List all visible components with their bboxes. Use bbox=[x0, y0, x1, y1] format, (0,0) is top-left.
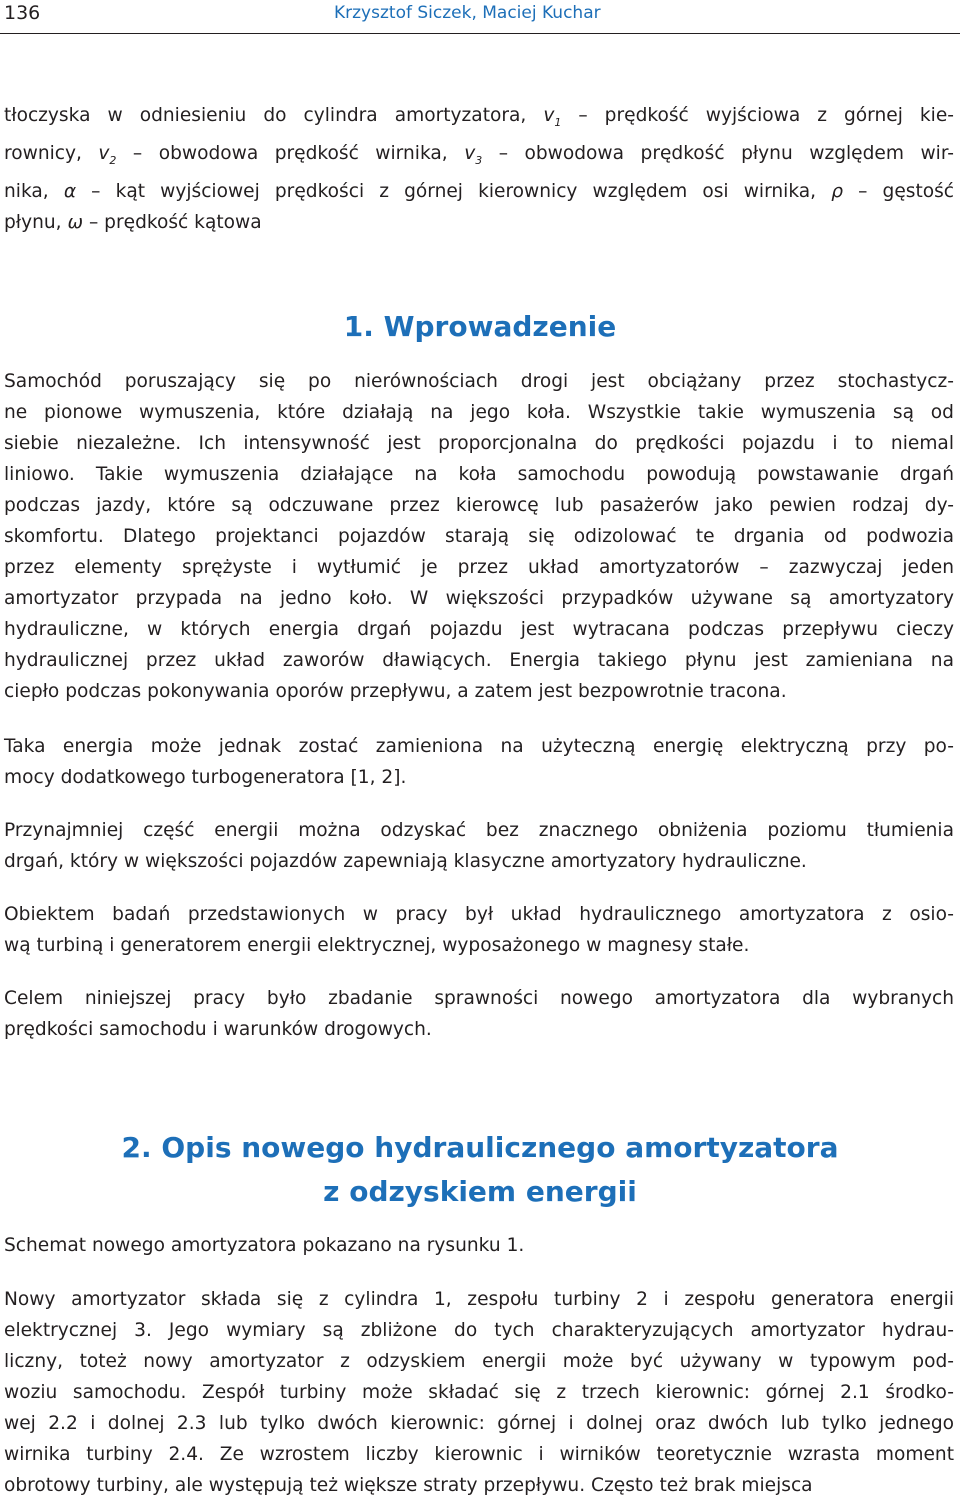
page-number: 136 bbox=[4, 2, 41, 24]
section-1-paragraph-2 bbox=[4, 731, 954, 793]
text-line: liczny, toteż nowy amortyzator z odzyskiem energii może być używany w typowym pod- bbox=[4, 1351, 954, 1372]
text-line: Schemat nowego amortyzatora pokazano na rysunku 1. bbox=[4, 1235, 525, 1256]
subscript: 3 bbox=[475, 154, 483, 167]
text-line: Obiektem badań przedstawionych w pracy był układ hydraulicznego amortyzatora z osio- bbox=[4, 904, 954, 925]
text-segment: – kąt wyjściowej prędkości z górnej kierownicy względem osi wirnika, bbox=[76, 181, 832, 202]
text-line: Nowy amortyzator składa się z cylindra 1, zespołu turbiny 2 i zespołu generatora energii bbox=[4, 1289, 954, 1310]
symbol: v bbox=[464, 143, 476, 164]
text-line: drgań, który w większości pojazdów zapewniają klasyczne amortyzatory hydrauliczne. bbox=[4, 851, 807, 872]
text-segment: płynu, bbox=[4, 212, 68, 233]
text-line: hydrauliczne, w których energia drgań pojazdu jest wytracana podczas przepływu cieczy bbox=[4, 619, 954, 640]
text-line: wą turbiną i generatorem energii elektrycznej, wyposażonego w magnesy stałe. bbox=[4, 935, 750, 956]
text-line: hydraulicznej przez układ zaworów dławiących. Energia takiego płynu jest zamieniana na bbox=[4, 650, 954, 671]
symbol: ρ bbox=[831, 181, 844, 202]
section-2-heading bbox=[0, 1126, 960, 1214]
text-line: Celem niniejszej pracy było zbadanie sprawności nowego amortyzatora dla wybranych bbox=[4, 988, 954, 1009]
text-line: podczas jazdy, które są odczuwane przez kierowcę lub pasażerów jako pewien rodzaj dy- bbox=[4, 495, 954, 516]
text-segment: – prędkość kątowa bbox=[83, 212, 262, 233]
text-line: Przynajmniej część energii można odzyskać bez znacznego obniżenia poziomu tłumienia bbox=[4, 820, 954, 841]
text-segment: – gęstość bbox=[843, 181, 955, 202]
text-line: mocy dodatkowego turbogeneratora [1, 2]. bbox=[4, 767, 407, 788]
text-line: Taka energia może jednak zostać zamieniona na użyteczną energię elektryczną przy po- bbox=[4, 736, 954, 757]
text-line: liniowo. Takie wymuszenia działające na koła samochodu powodują powstawanie drgań bbox=[4, 464, 954, 485]
text-line: prędkości samochodu i warunków drogowych. bbox=[4, 1019, 432, 1040]
text-segment: tłoczyska w odniesieniu do cylindra amortyzatora, bbox=[4, 105, 544, 126]
text-line: siebie niezależne. Ich intensywność jest proporcjonalna do prędkości pojazdu i to niemal bbox=[4, 433, 954, 454]
symbol: v bbox=[98, 143, 110, 164]
text-line: Samochód poruszający się po nierównościach drogi jest obciążany przez stochastycz- bbox=[4, 371, 954, 392]
section-2-heading-line-1: 2. Opis nowego hydraulicznego amortyzatora bbox=[121, 1131, 839, 1164]
symbol: v bbox=[543, 105, 555, 126]
text-line: obrotowy turbiny, ale występują też większe straty przepływu. Często też brak miejsca bbox=[4, 1475, 813, 1496]
subscript: 2 bbox=[109, 154, 117, 167]
text-segment: rownicy, bbox=[4, 143, 99, 164]
section-2-paragraph-1 bbox=[4, 1230, 954, 1261]
text-line: ciepło podczas pokonywania oporów przepływu, a zatem jest bezpowrotnie tracona. bbox=[4, 681, 787, 702]
text-segment: – obwodowa prędkość wirnika, bbox=[116, 143, 465, 164]
text-segment: – obwodowa prędkość płynu względem wir- bbox=[482, 143, 954, 164]
symbol: ω bbox=[67, 212, 84, 233]
section-1-paragraph-5 bbox=[4, 983, 954, 1045]
section-1-paragraph-3 bbox=[4, 815, 954, 877]
text-line: skomfortu. Dlatego projektanci pojazdów starają się odizolować te drgania od podwozia bbox=[4, 526, 954, 547]
section-1-paragraph-1 bbox=[4, 366, 954, 707]
page-header bbox=[0, 0, 960, 30]
section-1-paragraph-4 bbox=[4, 899, 954, 961]
text-line: elektrycznej 3. Jego wymiary są zbliżone do tych charakteryzujących amortyzator hydrau- bbox=[4, 1320, 954, 1341]
header-rule bbox=[0, 33, 960, 34]
text-line bbox=[4, 100, 954, 138]
text-line: amortyzator przypada na jedno koło. W większości przypadków używane są amortyzatory bbox=[4, 588, 954, 609]
subscript: 1 bbox=[554, 116, 562, 129]
text-line bbox=[4, 176, 954, 207]
text-line: woziu samochodu. Zespół turbiny może składać się z trzech kierownic: górnej 2.1 środko- bbox=[4, 1382, 954, 1403]
text-line bbox=[4, 138, 954, 176]
text-line bbox=[4, 207, 954, 238]
text-line: wej 2.2 i dolnej 2.3 lub tylko dwóch kierownic: górnej i dolnej oraz dwóch lub tylko jednego bbox=[4, 1413, 954, 1434]
symbol: α bbox=[63, 181, 77, 202]
text-segment: – prędkość wyjściowa z górnej kie- bbox=[561, 105, 954, 126]
running-head-authors: Krzysztof Siczek, Maciej Kuchar bbox=[334, 3, 601, 23]
text-line: ne pionowe wymuszenia, które działają na jego koła. Wszystkie takie wymuszenia są od bbox=[4, 402, 954, 423]
section-2-heading-line-2: z odzyskiem energii bbox=[323, 1175, 637, 1208]
nomenclature-paragraph bbox=[4, 100, 954, 238]
text-line: wirnika turbiny 2.4. Ze wzrostem liczby kierownic i wirników teoretycznie wzrasta moment bbox=[4, 1444, 954, 1465]
section-1-heading: 1. Wprowadzenie bbox=[343, 310, 617, 343]
section-2-paragraph-2 bbox=[4, 1284, 954, 1501]
text-segment: nika, bbox=[4, 181, 64, 202]
text-line: przez elementy sprężyste i wytłumić je przez układ amortyzatorów – zazwyczaj jeden bbox=[4, 557, 954, 578]
